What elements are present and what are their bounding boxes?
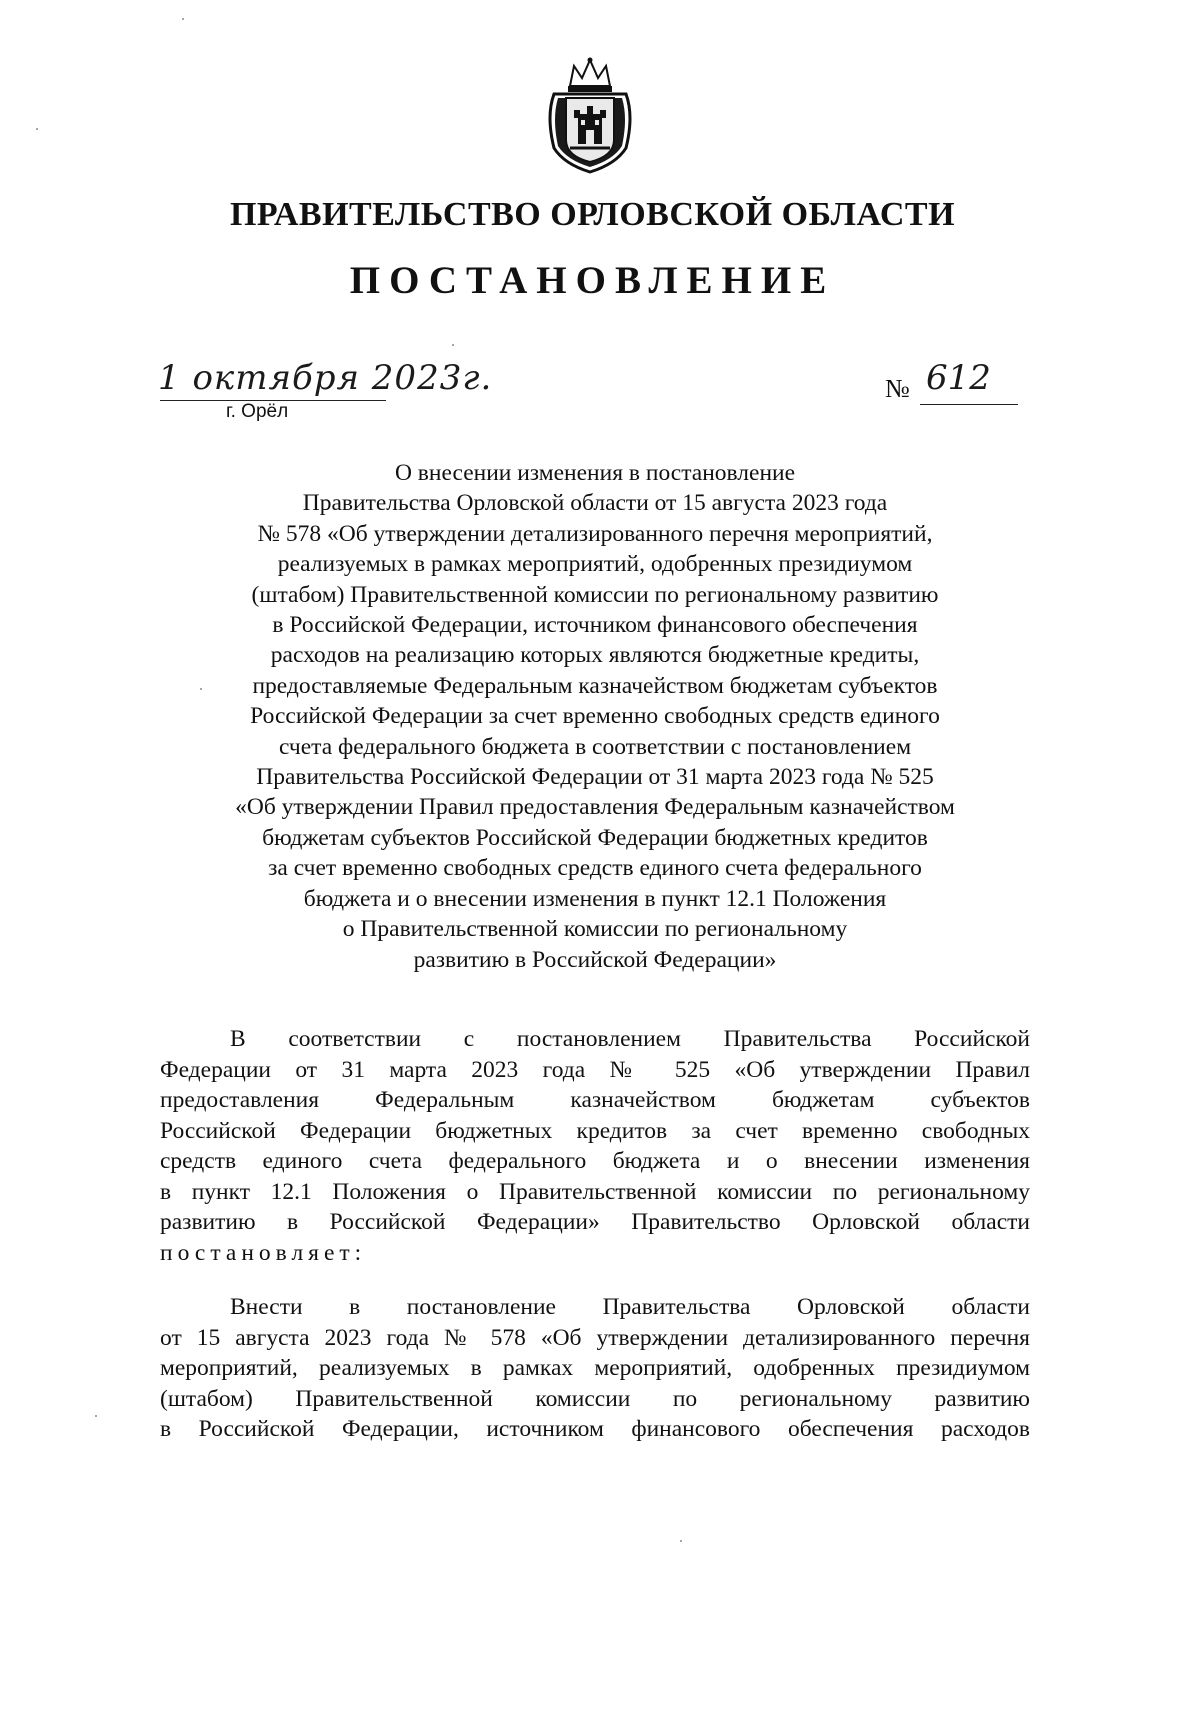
handwritten-date: 1 октября 2023г. bbox=[158, 358, 493, 398]
subject-line: О внесении изменения в постановление bbox=[394, 460, 796, 486]
scan-speck bbox=[200, 688, 202, 690]
paragraph-line: Российской Федерации бюджетных кредитов за счет временно свободных bbox=[160, 1117, 1030, 1144]
paragraph-line: от 15 августа 2023 года № 578 «Об утверждении детализированного перечня bbox=[160, 1324, 1030, 1351]
operative-paragraph bbox=[160, 1292, 1030, 1445]
paragraph-line: средств единого счета федерального бюджета и о внесении изменения bbox=[160, 1148, 1030, 1174]
paragraph-line: (штабом) Правительственной комиссии по региональному развитию bbox=[160, 1385, 1030, 1412]
scan-speck bbox=[680, 1540, 682, 1542]
subject-line: бюджета и о внесении изменения в пункт 12.1 Положения bbox=[303, 885, 887, 912]
paragraph-line: в пункт 12.1 Положения о Правительственной комиссии по региональному bbox=[160, 1178, 1030, 1205]
scan-speck bbox=[36, 128, 38, 130]
subject-line: «Об утверждении Правил предоставления Федеральным казначейством bbox=[235, 794, 955, 821]
resolves-word: постановляет: bbox=[160, 1239, 367, 1266]
subject-line: предоставляемые Федеральным казначейством бюджетам субъектов bbox=[252, 672, 938, 699]
city-label: г. Орёл bbox=[226, 401, 289, 422]
scan-speck bbox=[452, 344, 454, 346]
subject-line: реализуемых в рамках мероприятий, одобренных президиумом bbox=[277, 551, 913, 578]
subject-line: Правительства Российской Федерации от 31 марта 2023 года № 525 bbox=[256, 764, 934, 791]
document-type-title: ПОСТАНОВЛЕНИЕ bbox=[349, 259, 836, 302]
subject-line: за счет временно свободных средств единого счета федерального bbox=[268, 855, 922, 882]
document-number-label: № bbox=[885, 374, 910, 403]
number-underline bbox=[920, 404, 1018, 405]
paragraph-line: Федерации от 31 марта 2023 года № 525 «Об утверждении Правил bbox=[160, 1056, 1030, 1083]
scan-speck bbox=[95, 1415, 97, 1417]
paragraph-line: Внести в постановление Правительства Орловской области bbox=[230, 1294, 1030, 1320]
paragraph-line: в Российской Федерации, источником финансового обеспечения расходов bbox=[160, 1416, 1030, 1442]
preamble-paragraph bbox=[160, 1024, 1030, 1268]
document-subject bbox=[0, 458, 1190, 975]
subject-line: о Правительственной комиссии по региональному bbox=[342, 916, 848, 943]
subject-line: счета федерального бюджета в соответствии с постановлением bbox=[278, 733, 912, 760]
scan-speck bbox=[182, 18, 184, 20]
subject-line: Правительства Орловской области от 15 августа 2023 года bbox=[302, 490, 888, 517]
subject-line: Российской Федерации за счет временно свободных средств единого bbox=[250, 703, 940, 730]
subject-line: (штабом) Правительственной комиссии по региональному развитию bbox=[251, 581, 939, 608]
handwritten-document-number: 612 bbox=[926, 358, 991, 398]
paragraph-line: мероприятий, реализуемых в рамках мероприятий, одобренных президиумом bbox=[160, 1355, 1030, 1381]
subject-line: № 578 «Об утверждении детализированного перечня мероприятий, bbox=[257, 520, 933, 547]
subject-line: развитию в Российской Федерации» bbox=[413, 946, 777, 973]
subject-line: бюджетам субъектов Российской Федерации бюджетных кредитов bbox=[262, 824, 928, 851]
paragraph-line: развитию в Российской Федерации» Правительство Орловской области bbox=[160, 1209, 1030, 1235]
subject-line: расходов на реализацию которых являются бюджетные кредиты, bbox=[270, 642, 920, 669]
organization-title: ПРАВИТЕЛЬСТВО ОРЛОВСКОЙ ОБЛАСТИ bbox=[229, 196, 956, 233]
subject-line: в Российской Федерации, источником финансового обеспечения bbox=[272, 612, 918, 639]
paragraph-line: В соответствии с постановлением Правительства Российской bbox=[230, 1026, 1030, 1052]
paragraph-line: предоставления Федеральным казначейством бюджетам субъектов bbox=[160, 1087, 1030, 1113]
orel-region-coat-of-arms-icon bbox=[540, 56, 640, 174]
